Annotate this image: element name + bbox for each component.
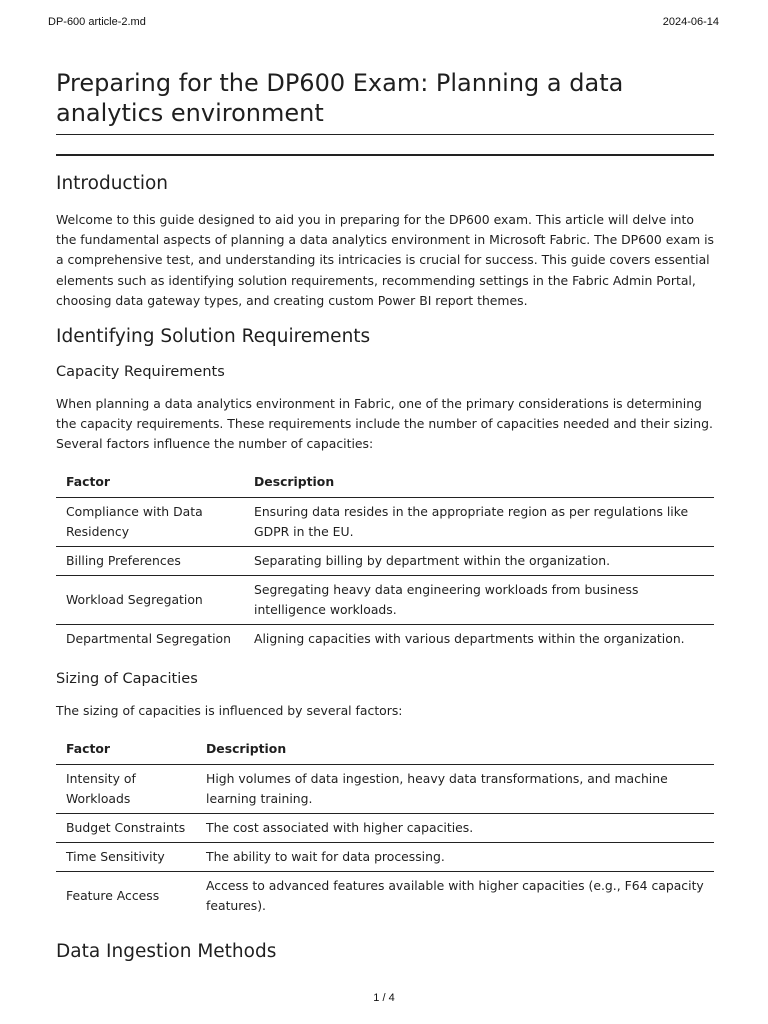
description-cell: Separating billing by department within the organization. [244,546,714,575]
print-header [48,16,719,28]
table-row [56,497,714,546]
description-cell: High volumes of data ingestion, heavy data transformations, and machine learning training. [196,764,714,813]
sizing-factors-table [56,734,714,920]
document-content [56,68,714,964]
table-row [56,813,714,842]
description-cell: Segregating heavy data engineering workloads from business intelligence workloads. [244,575,714,624]
column-header-factor: Factor [56,467,244,498]
capacity-factors-table [56,467,714,653]
table-row [56,842,714,871]
horizontal-rule [56,154,714,156]
factor-cell: Compliance with Data Residency [56,497,244,546]
table-row [56,624,714,653]
page-title: Preparing for the DP600 Exam: Planning a data analytics environment [56,68,714,135]
solution-requirements-heading: Identifying Solution Requirements [56,326,371,348]
page-number: 1 / 4 [373,992,395,1004]
table-row [56,764,714,813]
description-cell: Aligning capacities with various departments within the organization. [254,630,685,646]
description-cell: Access to advanced features available with higher capacities (e.g., F64 capacity features). [206,877,704,913]
description-cell: Ensuring data resides in the appropriate region as per regulations like GDPR in the EU. [244,497,714,546]
factor-cell: Departmental Segregation [66,630,231,646]
data-ingestion-methods-heading: Data Ingestion Methods [56,940,277,962]
introduction-heading: Introduction [56,173,169,194]
table-header-row [56,734,714,765]
sizing-paragraph: The sizing of capacities is influenced by several factors: [56,702,403,718]
column-header-factor: Factor [56,734,196,765]
document-filename: DP-600 article-2.md [48,16,146,28]
column-header-description: Description [196,734,714,765]
table-row [56,575,714,624]
factor-cell: Budget Constraints [56,813,196,842]
capacity-requirements-paragraph: When planning a data analytics environment in Fabric, one of the primary considerations is determining the capacity requirements. These requirements include the number of capacities needed and their sizing. Several factors influence the number of capacities: [56,396,713,452]
table-header-row [56,467,714,498]
capacity-requirements-heading: Capacity Requirements [56,364,225,381]
factor-cell: Time Sensitivity [56,842,196,871]
factor-cell: Feature Access [66,887,160,903]
column-header-description: Description [244,467,714,498]
description-cell: The ability to wait for data processing. [196,842,714,871]
table-row [56,546,714,575]
description-cell: The cost associated with higher capacities. [196,813,714,842]
introduction-paragraph: Welcome to this guide designed to aid you in preparing for the DP600 exam. This article will delve into the fundamental aspects of planning a data analytics environment in Microsoft Fabric. The DP600 exam is a comprehensive test, and understanding its intricacies is crucial for success. This guide covers essential elements such as identifying solution requirements, recommending settings in the Fabric Admin Portal, choosing data gateway types, and creating custom Power BI report themes. [56,212,714,308]
factor-cell: Billing Preferences [56,546,244,575]
factor-cell: Workload Segregation [56,575,244,624]
print-date: 2024-06-14 [662,16,719,28]
sizing-of-capacities-heading: Sizing of Capacities [56,670,198,687]
factor-cell: Intensity of Workloads [56,764,196,813]
table-row [56,871,714,920]
